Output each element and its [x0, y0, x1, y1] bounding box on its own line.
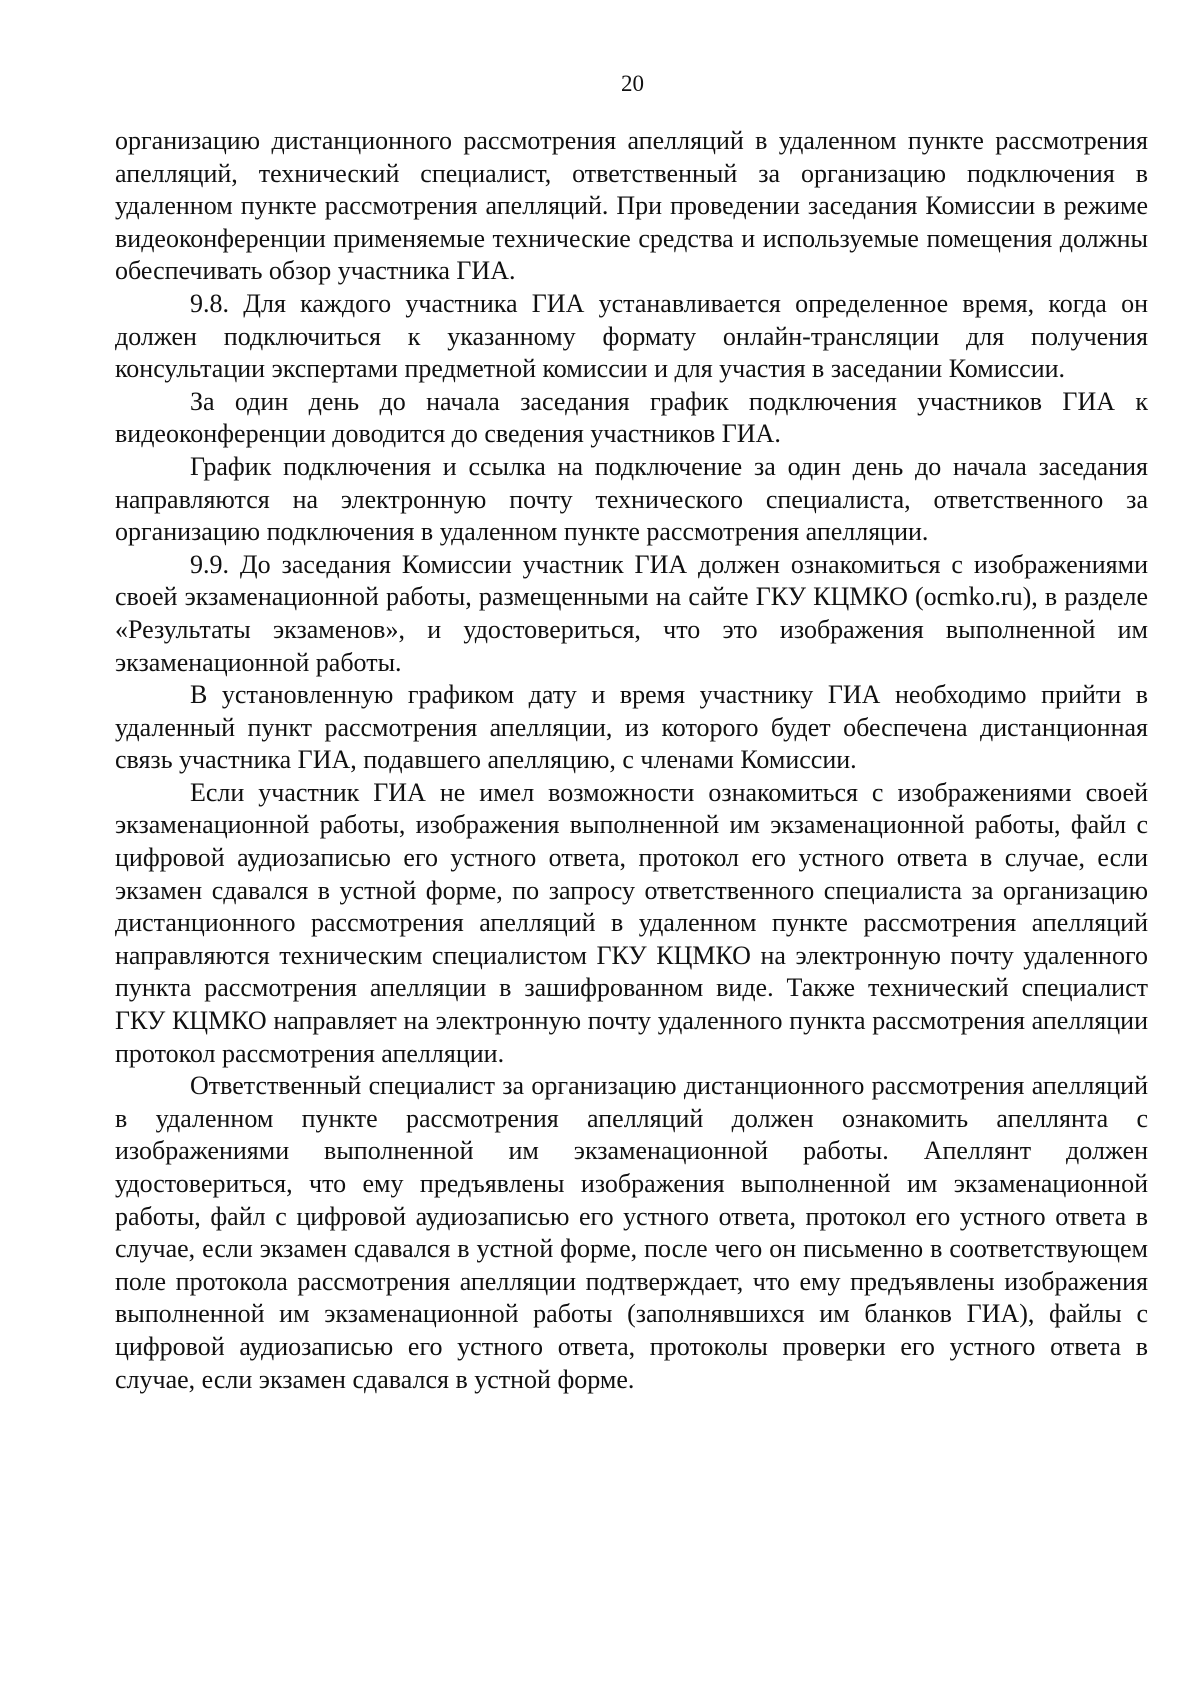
- paragraph: Если участник ГИА не имел возможности ознакомиться с изображениями своей экзаменационной работы, изображения выполненной им экзаменационной работы, файл с цифровой аудиозаписью его устного ответа, протокол его устного ответа в случае, если экзамен сдавался в устной форме, по запросу ответственного специалиста за организацию дистанционного рассмотрения апелляций в удаленном пункте рассмотрения апелляций направляются техническим специалистом ГКУ КЦМКО на электронную почту удаленного пункта рассмотрения апелляции в зашифрованном виде. Также технический специалист ГКУ КЦМКО направляет на электронную почту удаленного пункта рассмотрения апелляции протокол рассмотрения апелляции.: [115, 777, 1148, 1068]
- paragraph: Ответственный специалист за организацию дистанционного рассмотрения апелляций в удаленном пункте рассмотрения апелляций должен ознакомить апеллянта с изображениями выполненной им экзаменационной работы. Апеллянт должен удостовериться, что ему предъявлены изображения выполненной им экзаменационной работы, файл с цифровой аудиозаписью его устного ответа, протокол его устного ответа в случае, если экзамен сдавался в устной форме, после чего он письменно в соответствующем поле протокола рассмотрения апелляции подтверждает, что ему предъявлены изображения выполненной им экзаменационной работы (заполнявшихся им бланков ГИА), файлы с цифровой аудиозаписью его устного ответа, протоколы проверки его устного ответа в случае, если экзамен сдавался в устной форме.: [115, 1071, 1148, 1394]
- paragraph: В установленную графиком дату и время участнику ГИА необходимо прийти в удаленный пункт рассмотрения апелляции, из которого будет обеспечена дистанционная связь участника ГИА, подавшего апелляцию, с членами Комиссии.: [115, 680, 1148, 775]
- paragraph: График подключения и ссылка на подключение за один день до начала заседания направляются на электронную почту технического специалиста, ответственного за организацию подключения в удаленном пункте рассмотрения апелляции.: [115, 451, 1148, 547]
- paragraph-continuation: организацию дистанционного рассмотрения апелляций в удаленном пункте рассмотрения апелляций, технический специалист, ответственный за организацию подключения в удаленном пункте рассмотрения апелляций. При проведении заседания Комиссии в режиме видеоконференции применяемые технические средства и используемые помещения должны обеспечивать обзор участника ГИА.: [115, 126, 1148, 286]
- document-body: [115, 125, 1148, 1396]
- page-number: 20: [621, 71, 644, 96]
- paragraph: За один день до начала заседания график подключения участников ГИА к видеоконференции доводится до сведения участников ГИА.: [115, 386, 1148, 449]
- paragraph-clause-9-9: 9.9. До заседания Комиссии участник ГИА должен ознакомиться с изображениями своей экзаменационной работы, размещенными на сайте ГКУ КЦМКО (ocmko.ru), в разделе «Результаты экзаменов», и удостовериться, что это изображения выполненной им экзаменационной работы.: [115, 549, 1148, 677]
- paragraph-clause-9-8: 9.8. Для каждого участника ГИА устанавливается определенное время, когда он должен подключиться к указанному формату онлайн-трансляции для получения консультации экспертами предметной комиссии и для участия в заседании Комиссии.: [115, 288, 1148, 384]
